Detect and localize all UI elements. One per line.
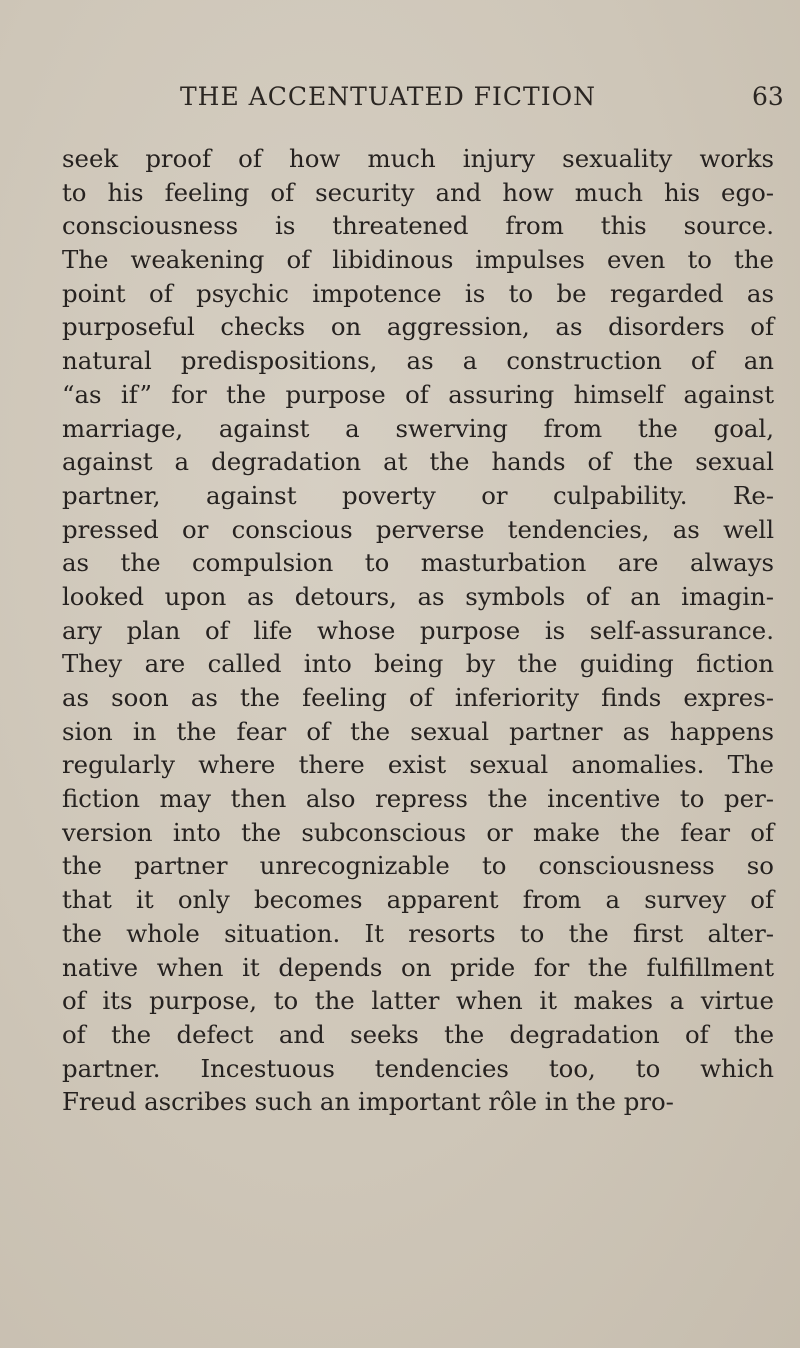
text-line: as soon as the feeling of inferiority finds expres- <box>62 683 774 712</box>
text-line: of its purpose, to the latter when it makes a virtue <box>62 986 774 1016</box>
text-line: ary plan of life whose purpose is self-assurance. <box>62 615 774 645</box>
text-line: The weakening of libidinous impulses even to the <box>62 245 774 275</box>
text-line: version into the subconscious or make the fear of <box>62 817 774 847</box>
text-line: sion in the fear of the sexual partner as happens <box>62 716 774 746</box>
text-line: purposeful checks on aggression, as disorders of <box>62 312 774 342</box>
page-header <box>0 82 800 122</box>
text-line: the whole situation. It resorts to the first alter- <box>62 918 774 948</box>
text-line: natural predispositions, as a construction of an <box>62 346 774 376</box>
text-line: regularly where there exist sexual anomalies. The <box>62 750 774 780</box>
text-line: partner, against poverty or culpability. Re- <box>62 480 774 510</box>
text-line: of the defect and seeks the degradation of the <box>62 1019 774 1049</box>
text-line: fiction may then also repress the incentive to per- <box>62 784 774 814</box>
text-line: the partner unrecognizable to consciousness so <box>62 851 774 881</box>
body-text <box>62 142 774 1119</box>
text-line: Freud ascribes such an important rôle in the pro- <box>62 1087 674 1117</box>
text-line: as the compulsion to masturbation are always <box>62 548 774 578</box>
text-line: against a degradation at the hands of the sexual <box>62 447 774 477</box>
text-line: point of psychic impotence is to be regarded as <box>62 278 774 308</box>
text-line: They are called into being by the guiding fiction <box>62 649 774 679</box>
text-line: “as if” for the purpose of assuring himself against <box>62 379 774 409</box>
running-title: THE ACCENTUATED FICTION <box>180 82 596 111</box>
text-line: marriage, against a swerving from the goal, <box>62 413 774 443</box>
text-line: seek proof of how much injury sexuality works <box>62 144 774 173</box>
text-line: looked upon as detours, as symbols of an imagin- <box>62 581 774 611</box>
text-line: pressed or conscious perverse tendencies, as well <box>62 514 774 544</box>
text-line: to his feeling of security and how much his ego- <box>62 177 774 207</box>
page-number: 63 <box>752 82 784 111</box>
text-line: partner. Incestuous tendencies too, to which <box>62 1053 774 1083</box>
text-line: that it only becomes apparent from a survey of <box>62 885 774 915</box>
text-line: native when it depends on pride for the fulfillment <box>62 952 774 982</box>
text-line: consciousness is threatened from this source. <box>62 211 774 241</box>
